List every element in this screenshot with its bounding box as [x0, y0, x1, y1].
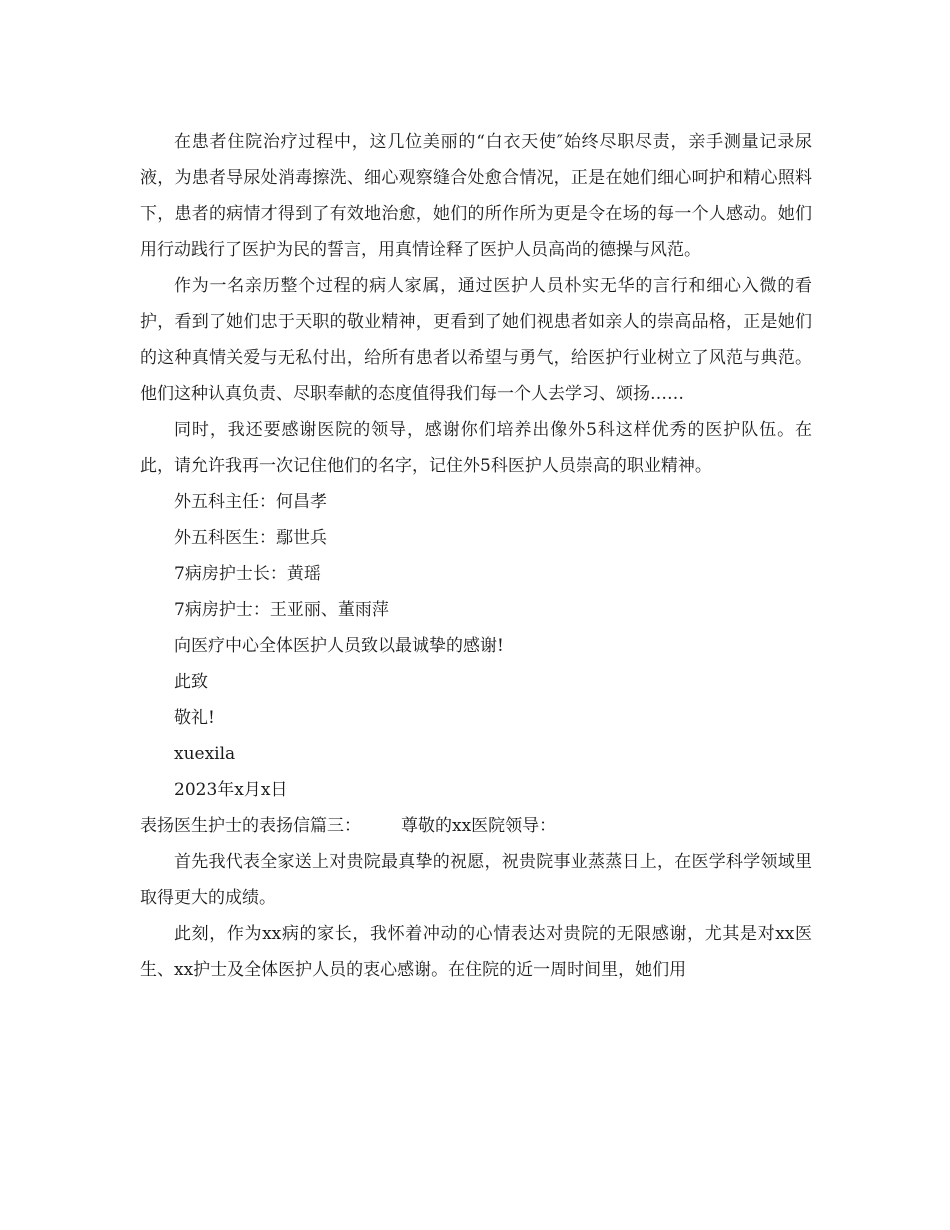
- closing-jingli: 敬礼!: [174, 708, 215, 728]
- staff-line-nurses: 7病房护士：王亚丽、董雨萍: [174, 600, 389, 620]
- staff-line-doctor: 外五科医生：鄢世兵: [174, 528, 327, 548]
- paragraph-thanks-leadership: 同时，我还要感谢医院的领导，感谢你们培养出像外5科这样优秀的医护队伍。在此，请允许我再一次记住他们的名字，记住外5科医护人员崇高的职业精神。: [140, 420, 812, 476]
- signature: xuexila: [174, 744, 236, 764]
- letter-date: 2023年x月x日: [174, 780, 288, 800]
- paragraph-family-gratitude: 作为一名亲历整个过程的病人家属，通过医护人员朴实无华的言行和细心入微的看护，看到了她们忠于天职的敬业精神，更看到了她们视患者如亲人的崇高品格，正是她们的这种真情关爱与无私付出，给所有患者以希望与勇气，给医护行业树立了风范与典范。他们这种认真负责、尽职奉献的态度值得我们每一个人去学习、颂扬……: [140, 276, 812, 404]
- salutation: 尊敬的xx医院领导：: [401, 816, 557, 836]
- paragraph-care-process: 在患者住院治疗过程中，这几位美丽的“白衣天使″始终尽职尽责，亲手测量记录尿液，为患者导尿处消毒擦洗、细心观察缝合处愈合情况，正是在她们细心呵护和精心照料下，患者的病情才得到了有效地治愈，她们的所作所为更是令在场的每一个人感动。她们用行动践行了医护为民的誓言，用真情诠释了医护人员高尚的德操与风范。: [140, 132, 812, 260]
- paragraph-wishes: 首先我代表全家送上对贵院最真挚的祝愿，祝贵院事业蒸蒸日上，在医学科学领域里取得更大的成绩。: [140, 852, 812, 908]
- paragraph-gratitude-doctors: 此刻，作为xx病的家长，我怀着冲动的心情表达对贵院的无限感谢，尤其是对xx医生、xx护士及全体医护人员的衷心感谢。在住院的近一周时间里，她们用: [140, 924, 812, 980]
- document-body: [140, 124, 812, 988]
- section-heading-line: [140, 808, 812, 844]
- staff-line-director: 外五科主任：何昌孝: [174, 492, 327, 512]
- staff-line-head-nurse: 7病房护士长：黄瑶: [174, 564, 321, 584]
- closing-thanks: 向医疗中心全体医护人员致以最诚挚的感谢!: [174, 636, 504, 656]
- closing-cizhi: 此致: [174, 672, 208, 692]
- section-title: 表扬医生护士的表扬信篇三：: [140, 816, 361, 836]
